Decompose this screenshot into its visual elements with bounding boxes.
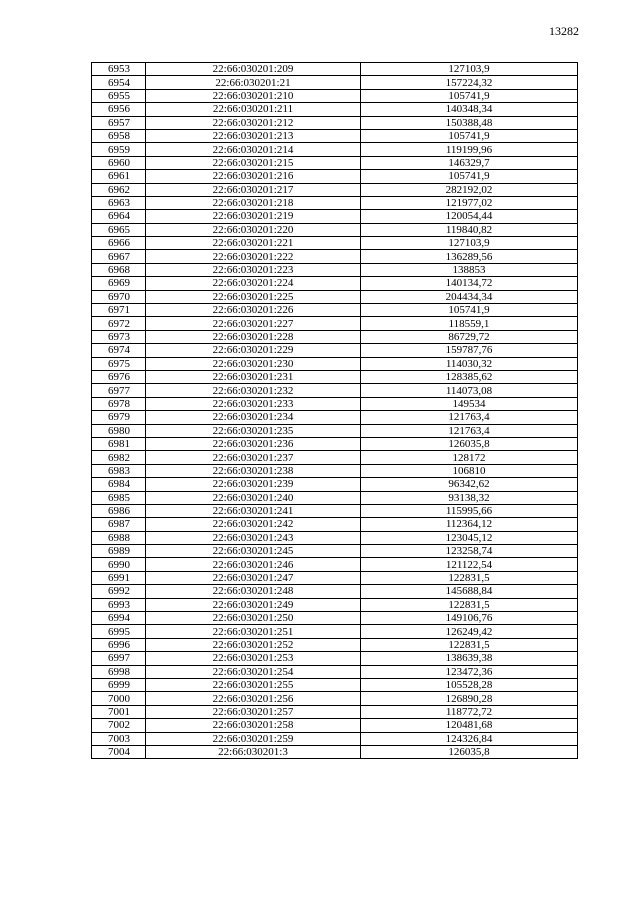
row-number-cell: 6955 <box>92 89 146 102</box>
table-row <box>92 344 578 357</box>
row-number-cell: 6981 <box>92 437 146 450</box>
row-number-cell: 6954 <box>92 76 146 89</box>
cadastral-number-cell: 22:66:030201:222 <box>146 250 361 263</box>
table-row <box>92 156 578 169</box>
cadastral-number-cell: 22:66:030201:252 <box>146 638 361 651</box>
cadastral-number-cell: 22:66:030201:240 <box>146 491 361 504</box>
cadastral-value-cell: 122831,5 <box>361 638 578 651</box>
row-number-cell: 6990 <box>92 558 146 571</box>
cadastral-number-cell: 22:66:030201:218 <box>146 196 361 209</box>
cadastral-value-cell: 145688,84 <box>361 585 578 598</box>
cadastral-number-cell: 22:66:030201:21 <box>146 76 361 89</box>
table-row <box>92 143 578 156</box>
cadastral-value-cell: 114073,08 <box>361 384 578 397</box>
cadastral-number-cell: 22:66:030201:239 <box>146 478 361 491</box>
cadastral-value-cell: 138639,38 <box>361 652 578 665</box>
row-number-cell: 6982 <box>92 451 146 464</box>
cadastral-number-cell: 22:66:030201:209 <box>146 63 361 76</box>
table-row <box>92 116 578 129</box>
cadastral-value-cell: 149534 <box>361 397 578 410</box>
cadastral-number-cell: 22:66:030201:213 <box>146 129 361 142</box>
cadastral-number-cell: 22:66:030201:236 <box>146 437 361 450</box>
cadastral-value-cell: 140348,34 <box>361 103 578 116</box>
cadastral-number-cell: 22:66:030201:253 <box>146 652 361 665</box>
cadastral-number-cell: 22:66:030201:216 <box>146 170 361 183</box>
page-number: 13282 <box>549 24 579 38</box>
row-number-cell: 6956 <box>92 103 146 116</box>
row-number-cell: 6978 <box>92 397 146 410</box>
row-number-cell: 6961 <box>92 170 146 183</box>
cadastral-value-cell: 105741,9 <box>361 170 578 183</box>
row-number-cell: 6977 <box>92 384 146 397</box>
cadastral-number-cell: 22:66:030201:247 <box>146 571 361 584</box>
cadastral-value-cell: 121763,4 <box>361 424 578 437</box>
cadastral-value-cell: 126035,8 <box>361 437 578 450</box>
row-number-cell: 6973 <box>92 330 146 343</box>
row-number-cell: 6994 <box>92 612 146 625</box>
table-row <box>92 183 578 196</box>
table-row <box>92 424 578 437</box>
row-number-cell: 6993 <box>92 598 146 611</box>
row-number-cell: 6974 <box>92 344 146 357</box>
cadastral-value-cell: 119840,82 <box>361 223 578 236</box>
row-number-cell: 6962 <box>92 183 146 196</box>
table-row <box>92 304 578 317</box>
cadastral-number-cell: 22:66:030201:242 <box>146 518 361 531</box>
row-number-cell: 6996 <box>92 638 146 651</box>
cadastral-value-cell: 123258,74 <box>361 545 578 558</box>
cadastral-number-cell: 22:66:030201:255 <box>146 678 361 691</box>
cadastral-value-cell: 105741,9 <box>361 89 578 102</box>
table-row <box>92 223 578 236</box>
cadastral-number-cell: 22:66:030201:226 <box>146 304 361 317</box>
table-row <box>92 678 578 691</box>
row-number-cell: 6970 <box>92 290 146 303</box>
cadastral-value-cell: 140134,72 <box>361 277 578 290</box>
cadastral-value-cell: 127103,9 <box>361 237 578 250</box>
cadastral-number-cell: 22:66:030201:231 <box>146 370 361 383</box>
row-number-cell: 6985 <box>92 491 146 504</box>
row-number-cell: 7004 <box>92 745 146 758</box>
cadastral-value-cell: 118559,1 <box>361 317 578 330</box>
cadastral-value-cell: 93138,32 <box>361 491 578 504</box>
cadastral-value-cell: 150388,48 <box>361 116 578 129</box>
table-row <box>92 571 578 584</box>
cadastral-value-cell: 112364,12 <box>361 518 578 531</box>
table-row <box>92 732 578 745</box>
cadastral-number-cell: 22:66:030201:256 <box>146 692 361 705</box>
table-row <box>92 76 578 89</box>
table-row <box>92 625 578 638</box>
cadastral-number-cell: 22:66:030201:235 <box>146 424 361 437</box>
cadastral-number-cell: 22:66:030201:243 <box>146 531 361 544</box>
row-number-cell: 6991 <box>92 571 146 584</box>
cadastral-value-cell: 282192,02 <box>361 183 578 196</box>
cadastral-number-cell: 22:66:030201:258 <box>146 719 361 732</box>
cadastral-value-cell: 120481,68 <box>361 719 578 732</box>
cadastral-number-cell: 22:66:030201:238 <box>146 464 361 477</box>
cadastral-number-cell: 22:66:030201:223 <box>146 263 361 276</box>
table-row <box>92 210 578 223</box>
cadastral-number-cell: 22:66:030201:211 <box>146 103 361 116</box>
row-number-cell: 6995 <box>92 625 146 638</box>
row-number-cell: 7002 <box>92 719 146 732</box>
row-number-cell: 6960 <box>92 156 146 169</box>
cadastral-value-cell: 126035,8 <box>361 745 578 758</box>
row-number-cell: 6986 <box>92 504 146 517</box>
cadastral-number-cell: 22:66:030201:234 <box>146 411 361 424</box>
cadastral-value-cell: 106810 <box>361 464 578 477</box>
table-row <box>92 237 578 250</box>
table-row <box>92 478 578 491</box>
cadastral-value-cell: 128172 <box>361 451 578 464</box>
table-row <box>92 317 578 330</box>
row-number-cell: 6971 <box>92 304 146 317</box>
cadastral-number-cell: 22:66:030201:259 <box>146 732 361 745</box>
table-row <box>92 464 578 477</box>
table-row <box>92 531 578 544</box>
table-row <box>92 397 578 410</box>
row-number-cell: 6964 <box>92 210 146 223</box>
row-number-cell: 7000 <box>92 692 146 705</box>
row-number-cell: 6987 <box>92 518 146 531</box>
table-body <box>92 63 578 759</box>
row-number-cell: 6988 <box>92 531 146 544</box>
cadastral-number-cell: 22:66:030201:248 <box>146 585 361 598</box>
row-number-cell: 6958 <box>92 129 146 142</box>
cadastral-number-cell: 22:66:030201:232 <box>146 384 361 397</box>
table-row <box>92 411 578 424</box>
cadastral-number-cell: 22:66:030201:241 <box>146 504 361 517</box>
row-number-cell: 6968 <box>92 263 146 276</box>
cadastral-value-cell: 146329,7 <box>361 156 578 169</box>
table-row <box>92 665 578 678</box>
cadastral-value-cell: 126890,28 <box>361 692 578 705</box>
table-row <box>92 504 578 517</box>
cadastral-number-cell: 22:66:030201:227 <box>146 317 361 330</box>
cadastral-number-cell: 22:66:030201:3 <box>146 745 361 758</box>
cadastral-number-cell: 22:66:030201:257 <box>146 705 361 718</box>
cadastral-number-cell: 22:66:030201:228 <box>146 330 361 343</box>
cadastral-value-cell: 119199,96 <box>361 143 578 156</box>
table-row <box>92 89 578 102</box>
table-row <box>92 170 578 183</box>
cadastral-value-table <box>91 62 578 759</box>
row-number-cell: 6980 <box>92 424 146 437</box>
cadastral-value-cell: 114030,32 <box>361 357 578 370</box>
table-row <box>92 277 578 290</box>
table-row <box>92 692 578 705</box>
row-number-cell: 6979 <box>92 411 146 424</box>
row-number-cell: 6997 <box>92 652 146 665</box>
cadastral-number-cell: 22:66:030201:230 <box>146 357 361 370</box>
table-row <box>92 437 578 450</box>
cadastral-value-cell: 96342,62 <box>361 478 578 491</box>
table-row <box>92 250 578 263</box>
row-number-cell: 6984 <box>92 478 146 491</box>
cadastral-number-cell: 22:66:030201:214 <box>146 143 361 156</box>
cadastral-value-cell: 121122,54 <box>361 558 578 571</box>
table-row <box>92 518 578 531</box>
cadastral-number-cell: 22:66:030201:249 <box>146 598 361 611</box>
table-row <box>92 545 578 558</box>
cadastral-value-cell: 118772,72 <box>361 705 578 718</box>
cadastral-value-cell: 136289,56 <box>361 250 578 263</box>
table-row <box>92 384 578 397</box>
cadastral-number-cell: 22:66:030201:212 <box>146 116 361 129</box>
table-row <box>92 290 578 303</box>
cadastral-number-cell: 22:66:030201:251 <box>146 625 361 638</box>
cadastral-number-cell: 22:66:030201:225 <box>146 290 361 303</box>
cadastral-value-cell: 124326,84 <box>361 732 578 745</box>
cadastral-value-cell: 204434,34 <box>361 290 578 303</box>
table-row <box>92 705 578 718</box>
cadastral-value-cell: 105741,9 <box>361 304 578 317</box>
cadastral-value-cell: 159787,76 <box>361 344 578 357</box>
cadastral-value-cell: 121763,4 <box>361 411 578 424</box>
cadastral-value-cell: 115995,66 <box>361 504 578 517</box>
table-row <box>92 451 578 464</box>
row-number-cell: 6999 <box>92 678 146 691</box>
cadastral-value-cell: 128385,62 <box>361 370 578 383</box>
row-number-cell: 6972 <box>92 317 146 330</box>
cadastral-number-cell: 22:66:030201:215 <box>146 156 361 169</box>
cadastral-value-cell: 122831,5 <box>361 571 578 584</box>
row-number-cell: 6959 <box>92 143 146 156</box>
cadastral-value-cell: 105741,9 <box>361 129 578 142</box>
cadastral-value-cell: 138853 <box>361 263 578 276</box>
cadastral-value-cell: 126249,42 <box>361 625 578 638</box>
cadastral-number-cell: 22:66:030201:229 <box>146 344 361 357</box>
row-number-cell: 7003 <box>92 732 146 745</box>
cadastral-number-cell: 22:66:030201:254 <box>146 665 361 678</box>
table-row <box>92 129 578 142</box>
cadastral-value-cell: 86729,72 <box>361 330 578 343</box>
cadastral-value-cell: 105528,28 <box>361 678 578 691</box>
cadastral-value-cell: 123472,36 <box>361 665 578 678</box>
row-number-cell: 7001 <box>92 705 146 718</box>
row-number-cell: 6967 <box>92 250 146 263</box>
row-number-cell: 6975 <box>92 357 146 370</box>
cadastral-value-cell: 149106,76 <box>361 612 578 625</box>
row-number-cell: 6965 <box>92 223 146 236</box>
row-number-cell: 6998 <box>92 665 146 678</box>
table-row <box>92 491 578 504</box>
cadastral-number-cell: 22:66:030201:210 <box>146 89 361 102</box>
table-row <box>92 263 578 276</box>
cadastral-value-cell: 127103,9 <box>361 63 578 76</box>
cadastral-number-cell: 22:66:030201:237 <box>146 451 361 464</box>
row-number-cell: 6992 <box>92 585 146 598</box>
table-row <box>92 745 578 758</box>
cadastral-number-cell: 22:66:030201:233 <box>146 397 361 410</box>
table-row <box>92 612 578 625</box>
row-number-cell: 6969 <box>92 277 146 290</box>
table-row <box>92 598 578 611</box>
cadastral-number-cell: 22:66:030201:217 <box>146 183 361 196</box>
cadastral-value-cell: 123045,12 <box>361 531 578 544</box>
row-number-cell: 6983 <box>92 464 146 477</box>
table-row <box>92 370 578 383</box>
table-row <box>92 719 578 732</box>
cadastral-value-cell: 120054,44 <box>361 210 578 223</box>
row-number-cell: 6957 <box>92 116 146 129</box>
cadastral-number-cell: 22:66:030201:220 <box>146 223 361 236</box>
table-row <box>92 357 578 370</box>
cadastral-number-cell: 22:66:030201:221 <box>146 237 361 250</box>
table-row <box>92 558 578 571</box>
table-row <box>92 63 578 76</box>
table-row <box>92 196 578 209</box>
row-number-cell: 6966 <box>92 237 146 250</box>
table-row <box>92 585 578 598</box>
cadastral-number-cell: 22:66:030201:245 <box>146 545 361 558</box>
table-row <box>92 638 578 651</box>
row-number-cell: 6976 <box>92 370 146 383</box>
row-number-cell: 6963 <box>92 196 146 209</box>
table-row <box>92 103 578 116</box>
table-row <box>92 330 578 343</box>
table-row <box>92 652 578 665</box>
cadastral-value-cell: 157224,32 <box>361 76 578 89</box>
cadastral-value-cell: 121977,02 <box>361 196 578 209</box>
row-number-cell: 6989 <box>92 545 146 558</box>
cadastral-number-cell: 22:66:030201:224 <box>146 277 361 290</box>
row-number-cell: 6953 <box>92 63 146 76</box>
cadastral-number-cell: 22:66:030201:246 <box>146 558 361 571</box>
cadastral-value-cell: 122831,5 <box>361 598 578 611</box>
cadastral-number-cell: 22:66:030201:250 <box>146 612 361 625</box>
cadastral-number-cell: 22:66:030201:219 <box>146 210 361 223</box>
